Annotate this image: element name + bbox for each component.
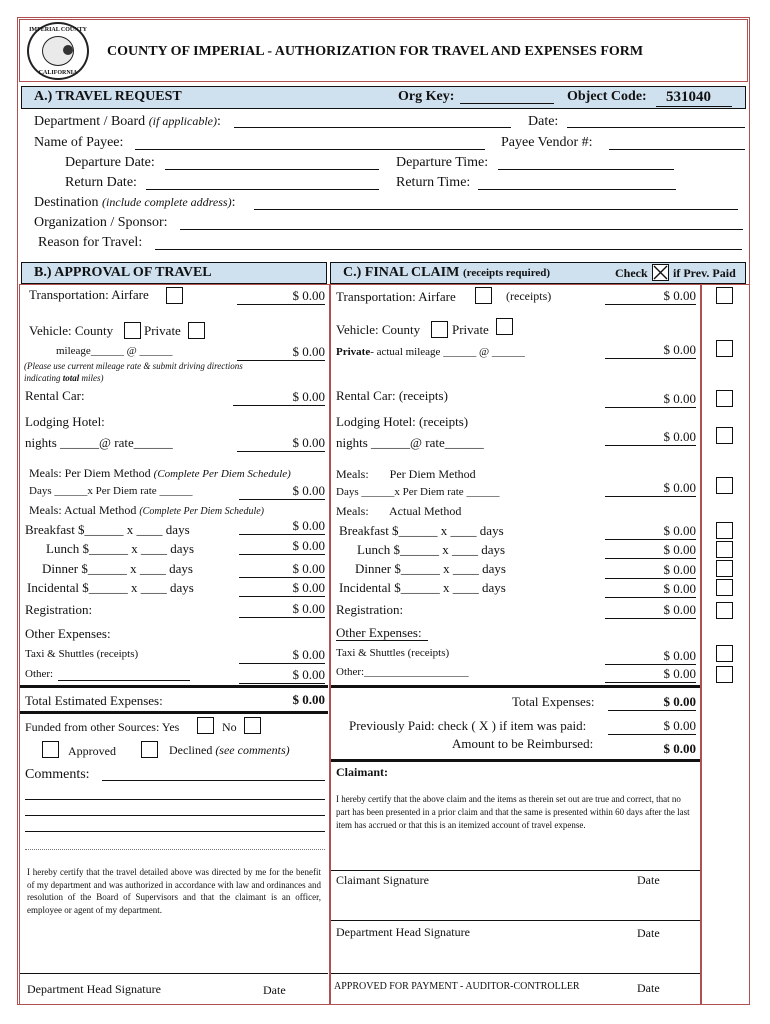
b-comments-field-1[interactable] — [102, 780, 325, 781]
b-transportation-amount[interactable]: $ 0.00 — [237, 288, 325, 305]
b-taxi-label: Taxi & Shuttles (receipts) — [25, 648, 139, 660]
c-other-amount[interactable]: $ 0.00 — [605, 666, 696, 683]
prev-paid-rental-checkbox[interactable] — [716, 390, 733, 407]
prev-paid-incidental-checkbox[interactable] — [716, 579, 733, 596]
check-example-box — [652, 264, 669, 281]
prev-paid-per-diem-checkbox[interactable] — [716, 477, 733, 494]
b-funded-no-checkbox[interactable] — [244, 717, 261, 734]
b-lodging-amount[interactable]: $ 0.00 — [237, 435, 325, 452]
c-other-expenses-underline — [336, 640, 428, 641]
c-lunch-label: Lunch $______ x ____ days — [357, 542, 506, 557]
b-other-field[interactable] — [58, 680, 190, 681]
c-other-expenses-label: Other Expenses: — [336, 625, 422, 640]
b-total-divider — [20, 685, 328, 688]
c-meals-actual-label: Meals: Actual Method — [336, 504, 462, 518]
departure-date-label: Departure Date: — [65, 155, 155, 170]
c-total-expenses-label: Total Expenses: — [512, 694, 595, 709]
c-reimbursed-label: Amount to be Reimbursed: — [452, 736, 594, 751]
object-code-value[interactable]: 531040 — [656, 89, 732, 107]
c-total-divider — [331, 685, 700, 688]
b-rental-car-amount[interactable]: $ 0.00 — [233, 389, 325, 406]
b-signature-divider — [20, 973, 328, 974]
c-reimbursed-divider — [331, 759, 700, 762]
c-taxi-amount[interactable]: $ 0.00 — [605, 648, 696, 665]
b-comments-field-5[interactable] — [25, 849, 325, 850]
b-mileage-note-1: (Please use current mileage rate & submit driving directions — [24, 361, 243, 371]
c-dept-head-date-label: Date — [637, 926, 660, 940]
b-lodging-label: Lodging Hotel: — [25, 414, 105, 429]
c-nights-label: nights ______@ rate______ — [336, 435, 484, 450]
section-c-header — [330, 262, 746, 284]
b-funded-no-label: No — [222, 720, 237, 734]
section-b-title: B.) APPROVAL OF TRAVEL — [34, 265, 212, 280]
b-breakfast-amount[interactable]: $ 0.00 — [239, 518, 325, 535]
c-claimant-date-label: Date — [637, 873, 660, 887]
county-seal-icon — [27, 22, 89, 80]
c-registration-amount[interactable]: $ 0.00 — [605, 602, 696, 619]
b-lunch-amount[interactable]: $ 0.00 — [239, 538, 325, 555]
section-c-note: (receipts required) — [463, 267, 551, 279]
b-funded-label: Funded from other Sources: Yes — [25, 720, 180, 734]
department-label: Department / Board — [34, 114, 146, 129]
destination-field[interactable] — [254, 209, 738, 210]
b-other-expenses-label: Other Expenses: — [25, 626, 111, 641]
reason-field[interactable] — [155, 249, 742, 250]
c-mileage-amount[interactable]: $ 0.00 — [605, 342, 696, 359]
return-date-label: Return Date: — [65, 175, 137, 190]
b-total-divider-2 — [20, 711, 328, 714]
section-a-title: A.) TRAVEL REQUEST — [34, 89, 182, 104]
b-per-diem-amount[interactable]: $ 0.00 — [239, 483, 325, 500]
department-note: (if applicable) — [148, 114, 218, 128]
b-dinner-amount[interactable]: $ 0.00 — [239, 561, 325, 578]
seal-bottom-text: CALIFORNIA — [38, 70, 78, 76]
c-lunch-amount[interactable]: $ 0.00 — [605, 542, 696, 559]
departure-time-field[interactable] — [498, 169, 674, 170]
c-lodging-label: Lodging Hotel: (receipts) — [336, 414, 469, 429]
c-breakfast-label: Breakfast $______ x ____ days — [339, 523, 504, 538]
organization-field[interactable] — [180, 229, 743, 230]
prev-paid-registration-checkbox[interactable] — [716, 602, 733, 619]
c-total-expenses-value: $ 0.00 — [608, 694, 696, 711]
reason-label: Reason for Travel: — [38, 235, 143, 250]
c-dinner-amount[interactable]: $ 0.00 — [605, 562, 696, 579]
b-comments-field-3[interactable] — [25, 815, 325, 816]
c-private-label: Private — [336, 346, 371, 358]
c-taxi-label: Taxi & Shuttles (receipts) — [336, 647, 450, 659]
b-declined-note: (see comments) — [215, 743, 290, 757]
c-reimbursed-value: $ 0.00 — [663, 741, 696, 756]
return-time-label: Return Time: — [396, 175, 471, 190]
b-mileage-note-2b: total — [62, 373, 80, 383]
return-time-field[interactable] — [478, 189, 676, 190]
prev-paid-lunch-checkbox[interactable] — [716, 541, 733, 558]
prev-paid-lodging-checkbox[interactable] — [716, 427, 733, 444]
departure-date-field[interactable] — [165, 169, 379, 170]
b-meals-per-diem-label: Meals: Per Diem Method — [29, 466, 151, 480]
c-transportation-label: Transportation: Airfare — [336, 289, 456, 304]
b-dept-head-date-label: Date — [263, 983, 286, 997]
prev-paid-label: if Prev. Paid — [673, 266, 736, 280]
c-vehicle-county-checkbox[interactable] — [431, 321, 448, 338]
b-funded-yes-checkbox[interactable] — [197, 717, 214, 734]
check-label: Check — [615, 266, 648, 280]
b-vehicle-county-checkbox[interactable] — [124, 322, 141, 339]
payee-vendor-field[interactable] — [609, 149, 745, 150]
b-comments-label: Comments: — [25, 767, 90, 782]
c-incidental-amount[interactable]: $ 0.00 — [605, 581, 696, 598]
c-claimant-divider — [331, 870, 700, 871]
b-mileage-note-2a: indicating — [24, 373, 63, 383]
prev-paid-mileage-checkbox[interactable] — [716, 340, 733, 357]
b-declined-label: Declined — [169, 743, 213, 757]
form-title: COUNTY OF IMPERIAL - AUTHORIZATION FOR TRAVEL AND EXPENSES FORM — [107, 44, 644, 59]
b-airfare-checkbox[interactable] — [166, 287, 183, 304]
section-b-header — [21, 262, 327, 284]
c-approved-date-label: Date — [637, 981, 660, 995]
b-approved-label: Approved — [68, 744, 116, 758]
b-total-value: $ 0.00 — [292, 692, 325, 707]
b-lunch-label: Lunch $______ x ____ days — [46, 541, 195, 556]
b-total-label: Total Estimated Expenses: — [25, 693, 163, 708]
b-other-amount[interactable]: $ 0.00 — [239, 667, 325, 684]
section-c-title: C.) FINAL CLAIM — [343, 265, 460, 280]
b-declined-checkbox[interactable] — [141, 741, 158, 758]
b-breakfast-label: Breakfast $______ x ____ days — [25, 522, 190, 537]
department-field[interactable] — [234, 127, 511, 128]
b-dept-head-signature-label: Department Head Signature — [27, 982, 161, 996]
b-other-label: Other: — [25, 668, 54, 680]
b-comments-field-4[interactable] — [25, 831, 325, 832]
c-registration-label: Registration: — [336, 602, 404, 617]
b-incidental-label: Incidental $______ x ____ days — [27, 580, 194, 595]
b-mileage-label: mileage______ @ ______ — [56, 345, 173, 357]
c-rental-car-amount[interactable]: $ 0.00 — [605, 391, 696, 408]
c-airfare-checkbox[interactable] — [475, 287, 492, 304]
b-approved-checkbox[interactable] — [42, 741, 59, 758]
c-incidental-label: Incidental $______ x ____ days — [339, 580, 506, 595]
c-breakfast-amount[interactable]: $ 0.00 — [605, 523, 696, 540]
c-vehicle-private-label: Private — [452, 322, 489, 337]
c-lodging-amount[interactable]: $ 0.00 — [605, 429, 696, 446]
c-claimant-label: Claimant: — [336, 765, 388, 779]
b-dinner-label: Dinner $______ x ____ days — [42, 561, 193, 576]
b-meals-actual-note: (Complete Per Diem Schedule) — [139, 506, 265, 517]
b-certify-text: I hereby certify that the travel detailed above was directed by me for the benefit of my department and was authorized in accordance with law and ordinances and resolution of the Board of Supervisors and that the claimant is an officer, employee or agent of my department. — [27, 867, 321, 915]
date-label: Date: — [528, 114, 559, 129]
c-other-label: Other:___________________ — [336, 666, 469, 678]
c-prev-paid-value: $ 0.00 — [608, 718, 696, 735]
b-vehicle-private-label: Private — [144, 323, 181, 338]
org-key-field[interactable] — [460, 89, 554, 104]
prev-paid-dinner-checkbox[interactable] — [716, 560, 733, 577]
org-key-label: Org Key: — [398, 89, 455, 104]
c-private-mileage-label: - actual mileage ______ @ ______ — [370, 346, 525, 358]
date-field[interactable] — [567, 127, 745, 128]
c-vehicle-county-label: Vehicle: County — [336, 322, 421, 337]
prev-paid-transportation-checkbox[interactable] — [716, 287, 733, 304]
organization-label: Organization / Sponsor: — [34, 215, 168, 230]
prev-paid-taxi-checkbox[interactable] — [716, 645, 733, 662]
object-code-label: Object Code: — [567, 89, 647, 104]
c-dept-head-divider — [331, 920, 700, 921]
payee-field[interactable] — [135, 149, 485, 150]
c-approved-for-payment-label: APPROVED FOR PAYMENT - AUDITOR-CONTROLLER — [334, 981, 580, 992]
seal-top-text: IMPERIAL COUNTY — [29, 27, 87, 33]
c-rental-car-label: Rental Car: (receipts) — [336, 388, 448, 403]
b-days-per-diem-label: Days ______x Per Diem rate ______ — [29, 485, 193, 497]
destination-label: Destination — [34, 195, 99, 210]
b-rental-car-label: Rental Car: — [25, 388, 85, 403]
b-vehicle-private-checkbox[interactable] — [188, 322, 205, 339]
c-claimant-signature-label: Claimant Signature — [336, 873, 429, 887]
b-nights-label: nights ______@ rate______ — [25, 435, 173, 450]
b-transportation-label: Transportation: Airfare — [29, 287, 149, 302]
c-prev-paid-label: Previously Paid: check ( X ) if item was paid: — [349, 718, 587, 733]
c-days-per-diem-label: Days ______x Per Diem rate ______ — [336, 486, 500, 498]
payee-vendor-label: Payee Vendor #: — [501, 135, 593, 150]
b-mileage-amount[interactable]: $ 0.00 — [237, 344, 325, 361]
return-date-field[interactable] — [146, 189, 379, 190]
c-dept-head-signature-label: Department Head Signature — [336, 925, 470, 939]
prev-paid-breakfast-checkbox[interactable] — [716, 522, 733, 539]
b-taxi-amount[interactable]: $ 0.00 — [239, 647, 325, 664]
c-claimant-text: I hereby certify that the above claim and the items as therein set out are true and correct, that no part has been presented in a prior claim and that the same is presented within 60 days after the last item has accrued or that this is an itemized account of travel expense. — [336, 794, 690, 830]
b-meals-actual-label: Meals: Actual Method — [29, 503, 137, 517]
payee-label: Name of Payee: — [34, 135, 124, 150]
prev-paid-other-checkbox[interactable] — [716, 666, 733, 683]
c-meals-per-diem-label: Meals: Per Diem Method — [336, 467, 476, 481]
b-vehicle-county-label: Vehicle: County — [29, 323, 114, 338]
departure-time-label: Departure Time: — [396, 155, 489, 170]
b-comments-field-2[interactable] — [25, 799, 325, 800]
b-meals-per-diem-note: (Complete Per Diem Schedule) — [153, 468, 291, 480]
b-mileage-note-2c: miles) — [79, 373, 104, 383]
c-dinner-label: Dinner $______ x ____ days — [355, 561, 506, 576]
c-transportation-amount[interactable]: $ 0.00 — [605, 288, 696, 305]
c-vehicle-private-checkbox[interactable] — [496, 318, 513, 335]
c-receipts-label: (receipts) — [506, 289, 552, 303]
destination-note: (include complete address) — [102, 195, 232, 209]
section-a-header — [21, 86, 746, 109]
c-approved-divider — [331, 973, 700, 974]
b-registration-label: Registration: — [25, 602, 93, 617]
c-per-diem-amount[interactable]: $ 0.00 — [605, 480, 696, 497]
b-incidental-amount[interactable]: $ 0.00 — [239, 580, 325, 597]
b-registration-amount[interactable]: $ 0.00 — [239, 601, 325, 618]
